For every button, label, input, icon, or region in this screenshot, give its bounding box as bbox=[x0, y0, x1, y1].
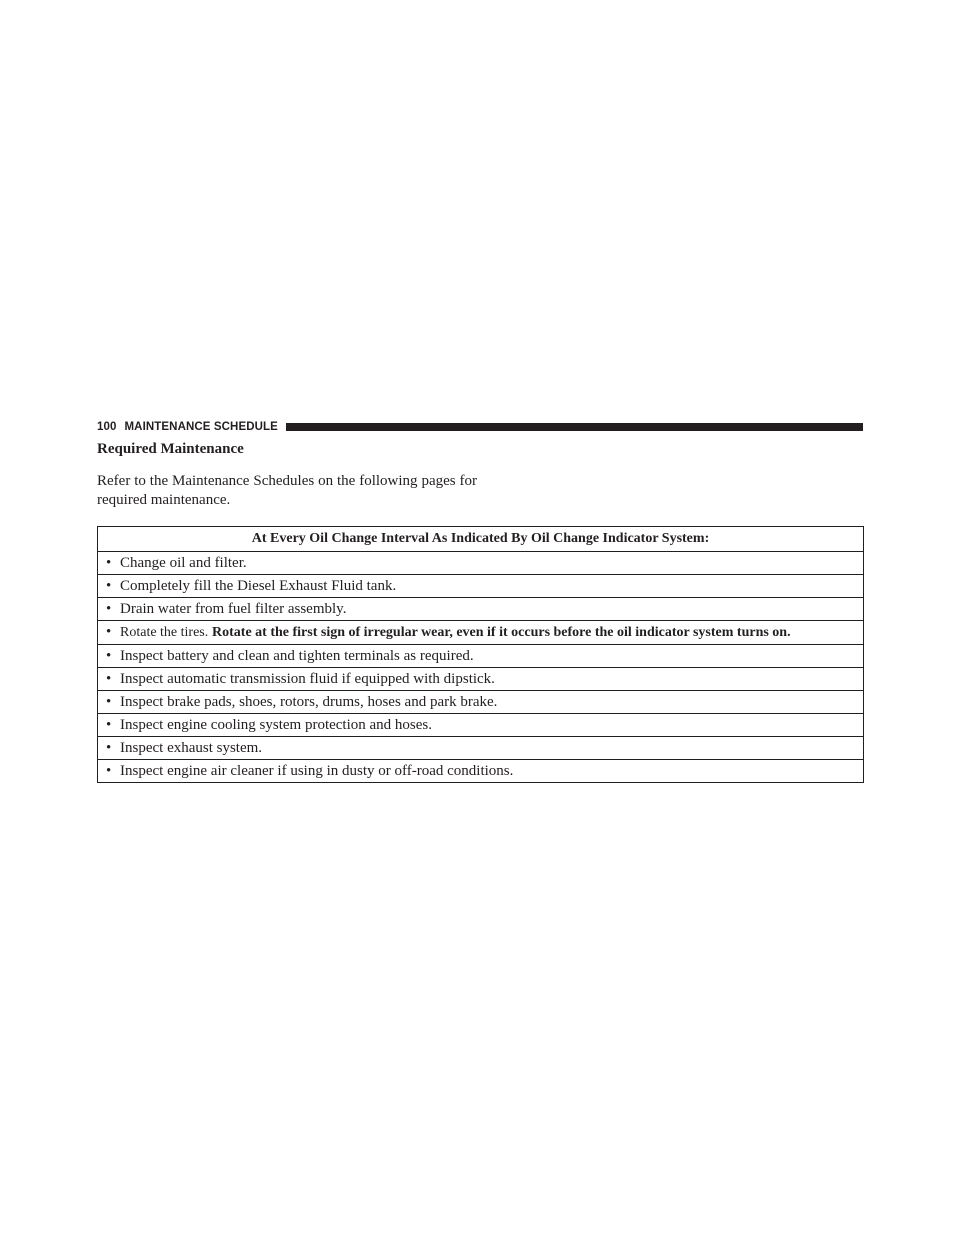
table-row bbox=[98, 598, 864, 621]
item-text: Inspect automatic transmission fluid if equipped with dipstick. bbox=[120, 671, 495, 687]
bullet-icon: • bbox=[106, 555, 112, 571]
bullet-icon: • bbox=[106, 624, 112, 640]
table-row bbox=[98, 645, 864, 668]
item-text: Completely fill the Diesel Exhaust Fluid tank. bbox=[120, 578, 397, 594]
page-header bbox=[97, 420, 863, 434]
bullet-icon: • bbox=[106, 578, 112, 594]
bullet-icon: • bbox=[106, 740, 112, 756]
item-note: Rotate at the first sign of irregular wear, even if it occurs before the oil indicator system turns on. bbox=[212, 625, 791, 640]
intro-paragraph: Refer to the Maintenance Schedules on the following pages for required maintenance. bbox=[97, 473, 477, 508]
item-text: Inspect battery and clean and tighten terminals as required. bbox=[120, 648, 474, 664]
item-text: Inspect engine air cleaner if using in dusty or off-road conditions. bbox=[120, 763, 514, 779]
item-text: Inspect engine cooling system protection and hoses. bbox=[120, 717, 433, 733]
table-row bbox=[98, 668, 864, 691]
bullet-icon: • bbox=[106, 601, 112, 617]
table-row bbox=[98, 737, 864, 760]
table-row bbox=[98, 714, 864, 737]
page-number: 100 bbox=[97, 421, 117, 433]
bullet-icon: • bbox=[106, 694, 112, 710]
item-text: Inspect brake pads, shoes, rotors, drums, hoses and park brake. bbox=[120, 694, 498, 710]
item-text: Drain water from fuel filter assembly. bbox=[120, 601, 347, 617]
bullet-icon: • bbox=[106, 763, 112, 779]
item-text: Inspect exhaust system. bbox=[120, 740, 263, 756]
table-row bbox=[98, 575, 864, 598]
bullet-icon: • bbox=[106, 717, 112, 733]
item-text: Change oil and filter. bbox=[120, 555, 247, 571]
table-row bbox=[98, 691, 864, 714]
header-rule bbox=[286, 423, 863, 431]
maintenance-table bbox=[97, 526, 864, 783]
bullet-icon: • bbox=[106, 648, 112, 664]
item-text: Rotate the tires. bbox=[120, 625, 209, 640]
table-row bbox=[98, 621, 864, 645]
table-row bbox=[98, 760, 864, 783]
table-heading: At Every Oil Change Interval As Indicated By Oil Change Indicator System: bbox=[98, 527, 864, 552]
section-name: MAINTENANCE SCHEDULE bbox=[124, 421, 278, 433]
table-row bbox=[98, 552, 864, 575]
bullet-icon: • bbox=[106, 671, 112, 687]
section-title: Required Maintenance bbox=[97, 441, 244, 457]
